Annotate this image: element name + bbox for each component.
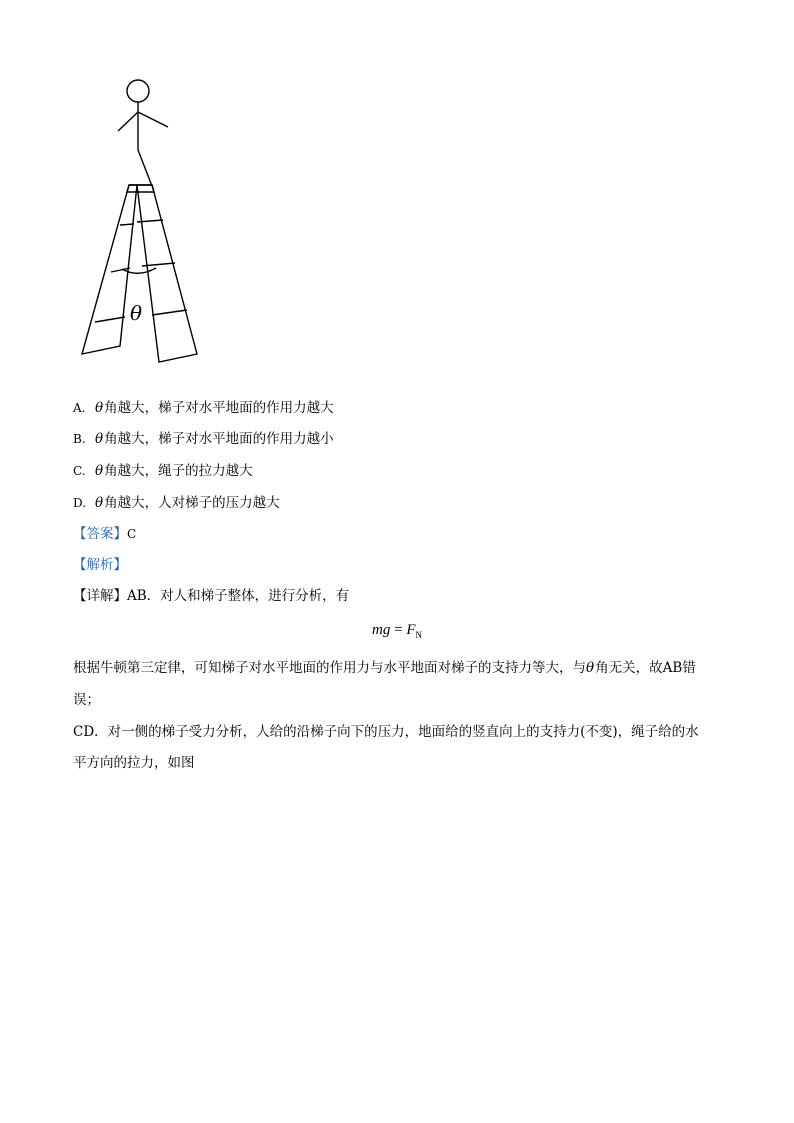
- person-legs: [138, 150, 152, 186]
- theta-symbol: θ: [95, 463, 104, 479]
- detail-line-2: [73, 658, 696, 678]
- theta-symbol: θ: [586, 660, 595, 676]
- person-right-arm: [138, 112, 168, 127]
- person-head: [127, 80, 149, 102]
- equation-rhs: F: [406, 622, 416, 638]
- ladder-figure: [76, 74, 206, 366]
- option-c: [73, 461, 253, 481]
- analysis-line: [73, 555, 127, 575]
- detail-line-1: [73, 586, 349, 606]
- detail-text: 角无关，故AB错: [595, 660, 696, 676]
- detail-text: AB．对人和梯子整体，进行分析，有: [127, 588, 350, 604]
- equation: [0, 622, 794, 640]
- detail-text: 平方向的拉力，如图: [73, 755, 195, 771]
- option-text: 角越大，人对梯子的压力越大: [104, 495, 280, 511]
- ladder-rung: [120, 224, 134, 225]
- equation-lhs: mg: [372, 622, 391, 638]
- ladder-top: [127, 185, 154, 192]
- detail-tag: 【详解】: [73, 588, 127, 604]
- answer-value: C: [127, 527, 137, 541]
- theta-symbol: θ: [95, 495, 104, 511]
- option-d: [73, 493, 280, 513]
- person-left-arm: [118, 112, 138, 131]
- option-text: 角越大，梯子对水平地面的作用力越小: [104, 431, 334, 447]
- detail-line-3: [73, 690, 100, 710]
- detail-text: CD．对一侧的梯子受力分析，人给的沿梯子向下的压力，地面给的竖直向上的支持力(不变)，绳子给的水: [73, 724, 699, 740]
- equation-op: =: [394, 622, 403, 638]
- answer-tag: 【答案】: [73, 526, 127, 542]
- ladder-rung: [152, 310, 187, 315]
- detail-text: 误；: [73, 692, 100, 708]
- option-label: D.: [73, 496, 87, 510]
- angle-theta-label: θ: [130, 301, 143, 325]
- equation-sub: N: [415, 630, 422, 640]
- option-a: [73, 398, 334, 418]
- theta-symbol: θ: [95, 400, 104, 416]
- option-text: 角越大，梯子对水平地面的作用力越大: [104, 400, 334, 416]
- theta-symbol: θ: [95, 431, 104, 447]
- ladder-left-leg: [82, 185, 137, 354]
- option-label: C.: [73, 464, 86, 478]
- option-label: A.: [73, 401, 86, 415]
- answer-line: [73, 524, 136, 544]
- option-text: 角越大，绳子的拉力越大: [104, 463, 253, 479]
- option-b: [73, 429, 334, 449]
- analysis-tag: 【解析】: [73, 557, 127, 573]
- detail-line-4: [73, 722, 699, 742]
- ladder-right-leg: [137, 185, 197, 362]
- detail-text: 根据牛顿第三定律，可知梯子对水平地面的作用力与水平地面对梯子的支持力等大，与: [73, 660, 586, 676]
- option-label: B.: [73, 432, 86, 446]
- detail-line-5: [73, 753, 195, 773]
- ladder-rung: [95, 317, 125, 322]
